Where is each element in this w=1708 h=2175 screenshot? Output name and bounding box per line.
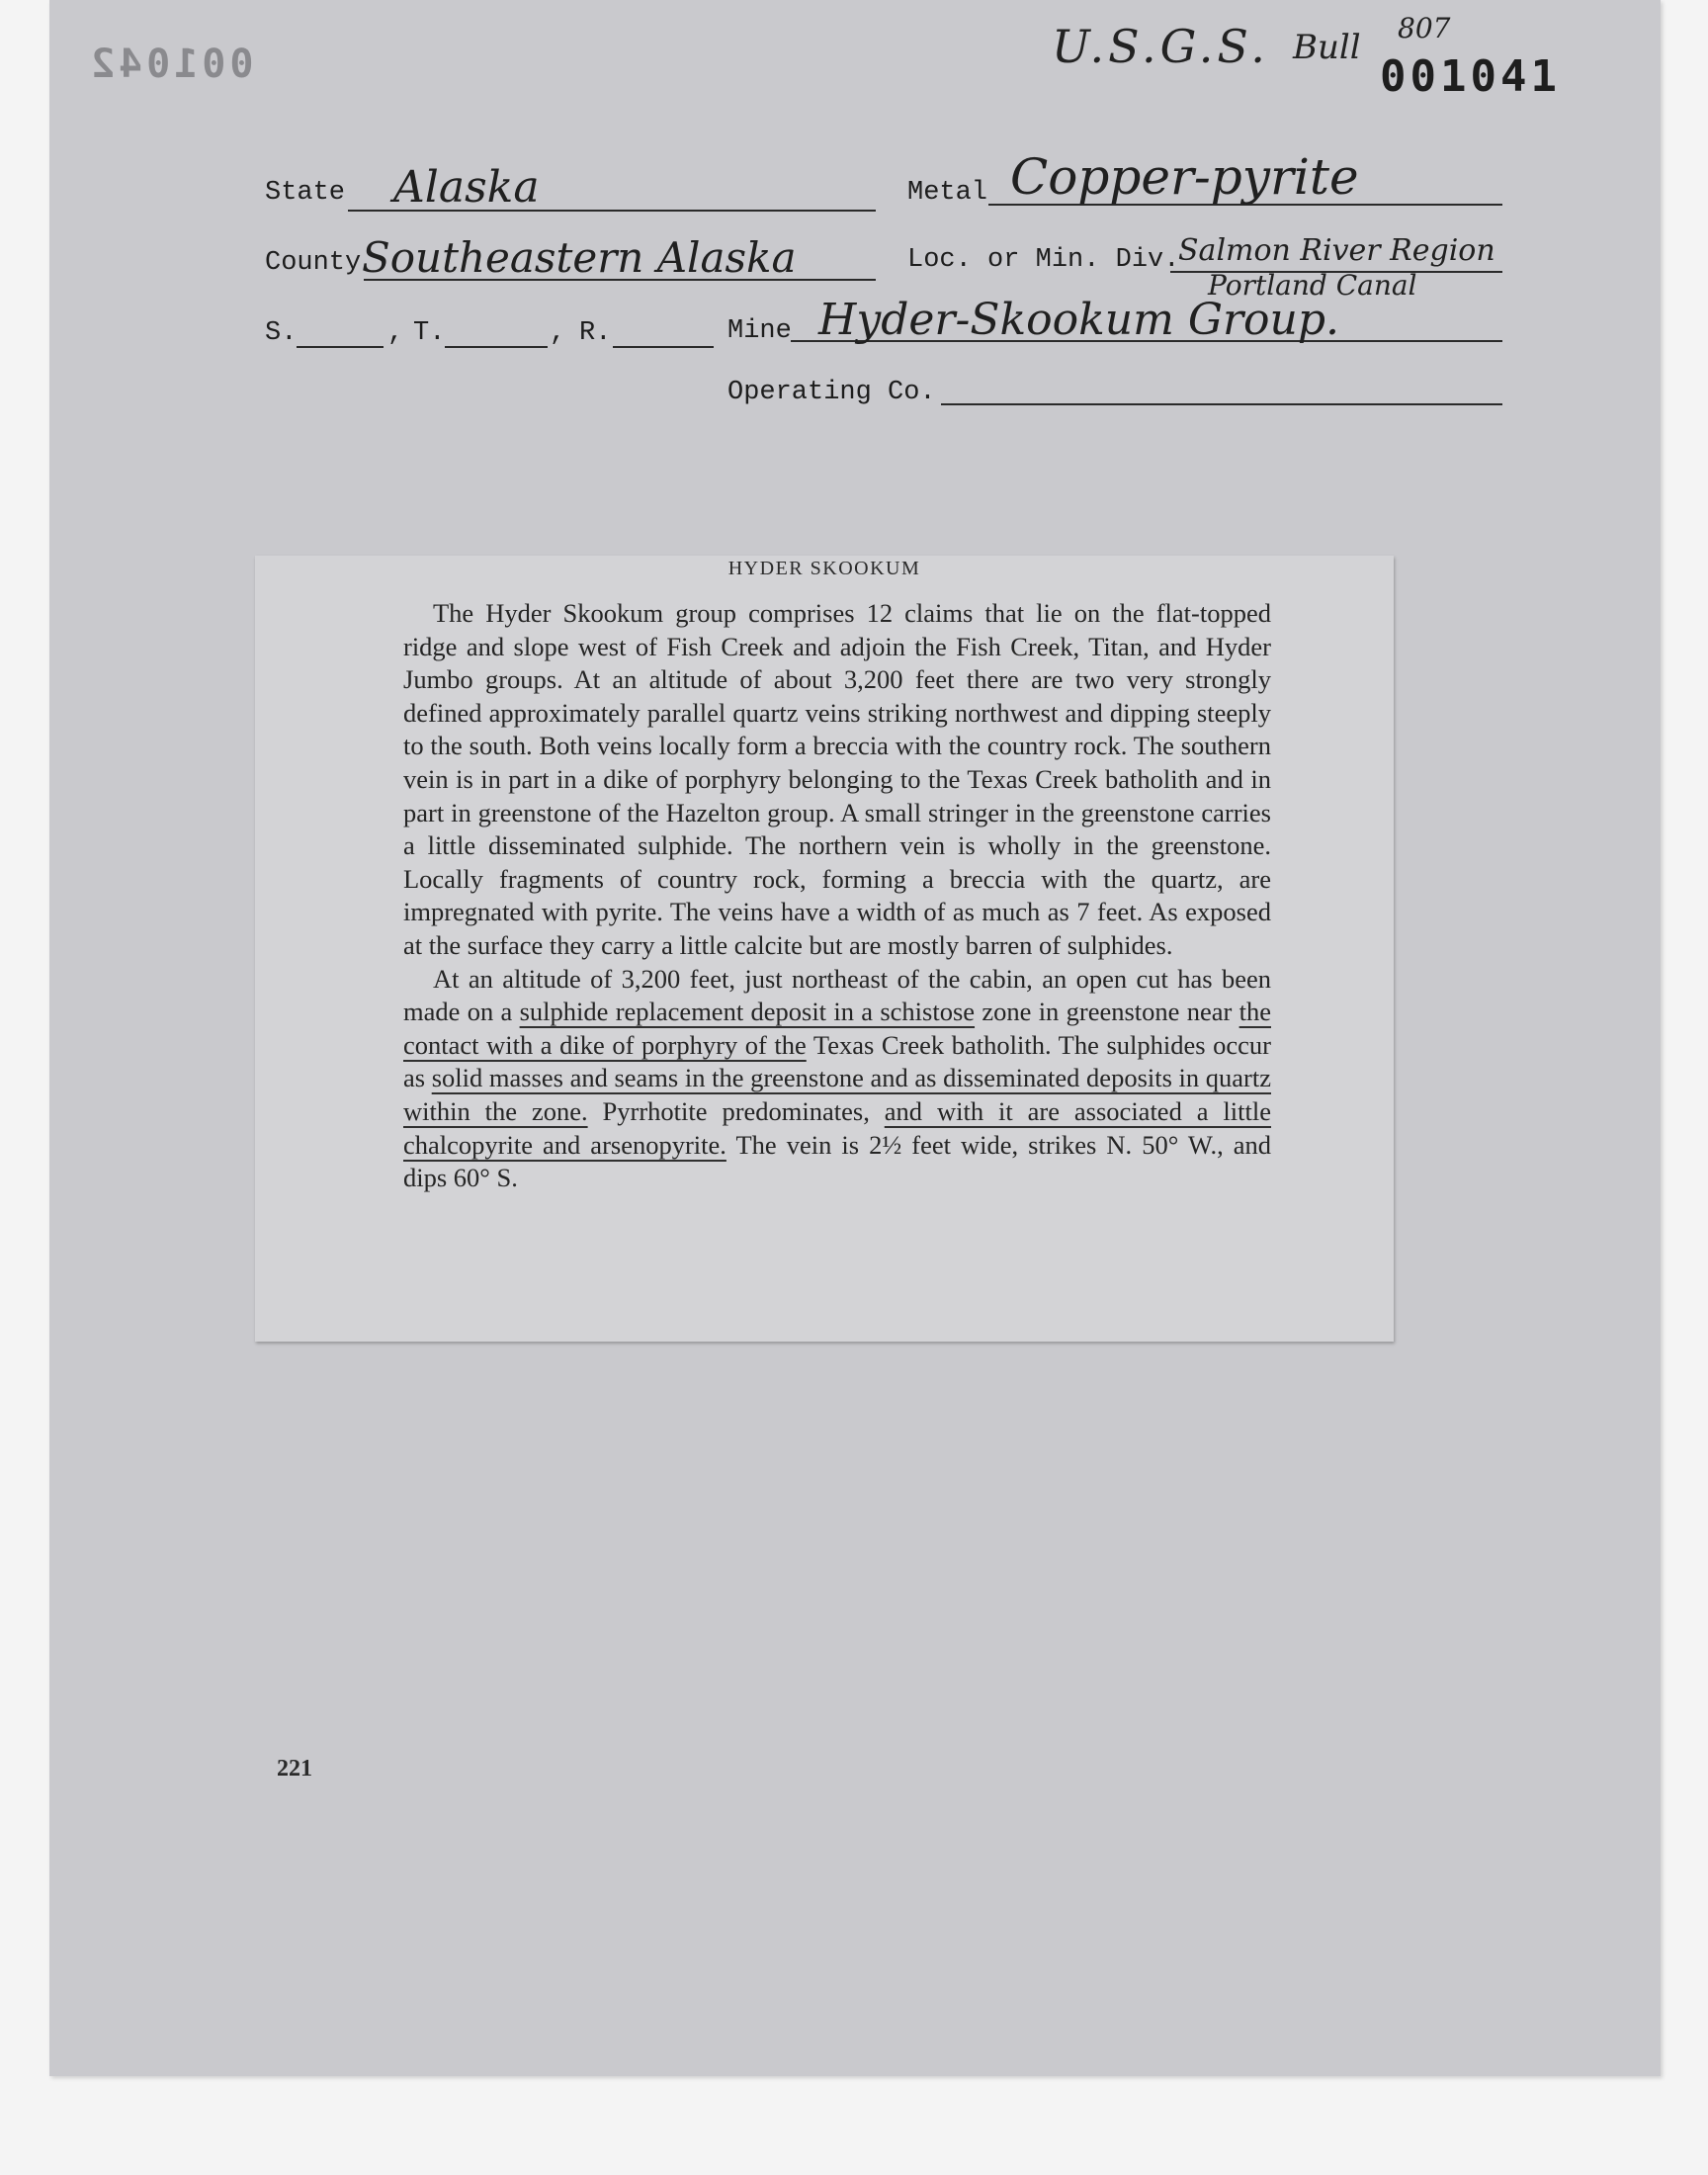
section-label: S. <box>265 318 298 348</box>
mine-label: Mine <box>727 316 792 346</box>
handwritten-bull: Bull <box>1293 28 1361 67</box>
section-line <box>297 346 384 348</box>
underlined-text: solid masses and seams in the greenstone and as disseminated deposits in quartz within the zone. <box>403 1063 1271 1126</box>
county-value: Southeastern Alaska <box>362 233 797 282</box>
township-label: T. <box>413 318 446 348</box>
state-label: State <box>265 178 346 208</box>
loc-label: Loc. or Min. Div. <box>907 245 1180 275</box>
loc-value: Salmon River Region <box>1178 233 1495 268</box>
handwritten-usgs: U.S.G.S. <box>1052 20 1269 73</box>
page-number: 221 <box>277 1756 312 1782</box>
mine-value: Hyder-Skookum Group. <box>818 295 1339 345</box>
metal-label: Metal <box>907 178 988 208</box>
underlined-text: the contact with a dike of porphyry of the <box>403 997 1271 1060</box>
underlined-text: sulphide replacement deposit in a schistose <box>519 997 976 1027</box>
paragraph-2: At an altitude of 3,200 feet, just northeast of the cabin, an open cut has been made on a sulphide replacement deposit in a schistose zone in greenstone near the contact with a dike of porphyry of the Texas Creek batholith. The sulphides occur as solid masses and seams in the greenstone and as disseminated deposits in quartz within the zone. Pyrrhotite predominates, and with it are associated a little chalcopyrite and arsenopyrite. The vein is 2½ feet wide, strikes N. 50° W., and dips 60° S. <box>403 963 1272 1193</box>
range-comma: , <box>550 318 566 348</box>
clipping-body <box>403 597 1271 1195</box>
operating-co-line <box>941 403 1502 405</box>
pasted-clipping <box>255 556 1394 1342</box>
county-label: County <box>265 248 362 278</box>
handwritten-bulletin-number: 807 <box>1398 12 1451 44</box>
mirrored-stamp: 001042 <box>87 42 254 87</box>
metal-value: Copper-pyrite <box>1010 148 1359 206</box>
township-line <box>445 346 548 348</box>
operating-co-label: Operating Co. <box>727 378 936 407</box>
state-value: Alaska <box>393 162 540 213</box>
document-number-stamp: 001041 <box>1380 51 1561 102</box>
clipping-title: HYDER SKOOKUM <box>727 558 921 579</box>
township-comma: , <box>387 318 404 348</box>
paragraph-1: The Hyder Skookum group comprises 12 claims that lie on the flat-topped ridge and slope west of Fish Creek and adjoin the Fish Creek, Titan, and Hyder Jumbo groups. At an altitude of about 3,200 feet there are two very strongly defined approximately parallel quartz veins striking northwest and dipping steeply to the south. Both veins locally form a breccia with the country rock. The southern vein is in part in a dike of porphyry belonging to the Texas Creek batholith and in part in greenstone of the Hazelton group. A small stringer in the greenstone carries a little disseminated sulphide. The northern vein is wholly in the greenstone. Locally fragments of country rock, forming a breccia with the quartz, are impregnated with pyrite. The veins have a width of as much as 7 feet. As exposed at the surface they carry a little calcite but are mostly barren of sulphides. <box>403 598 1271 960</box>
loc-value-2: Portland Canal <box>1208 269 1417 302</box>
range-line <box>613 346 714 348</box>
range-label: R. <box>579 318 612 348</box>
underlined-text: and with it are associated a little chalcopyrite and arsenopyrite. <box>403 1095 1272 1160</box>
